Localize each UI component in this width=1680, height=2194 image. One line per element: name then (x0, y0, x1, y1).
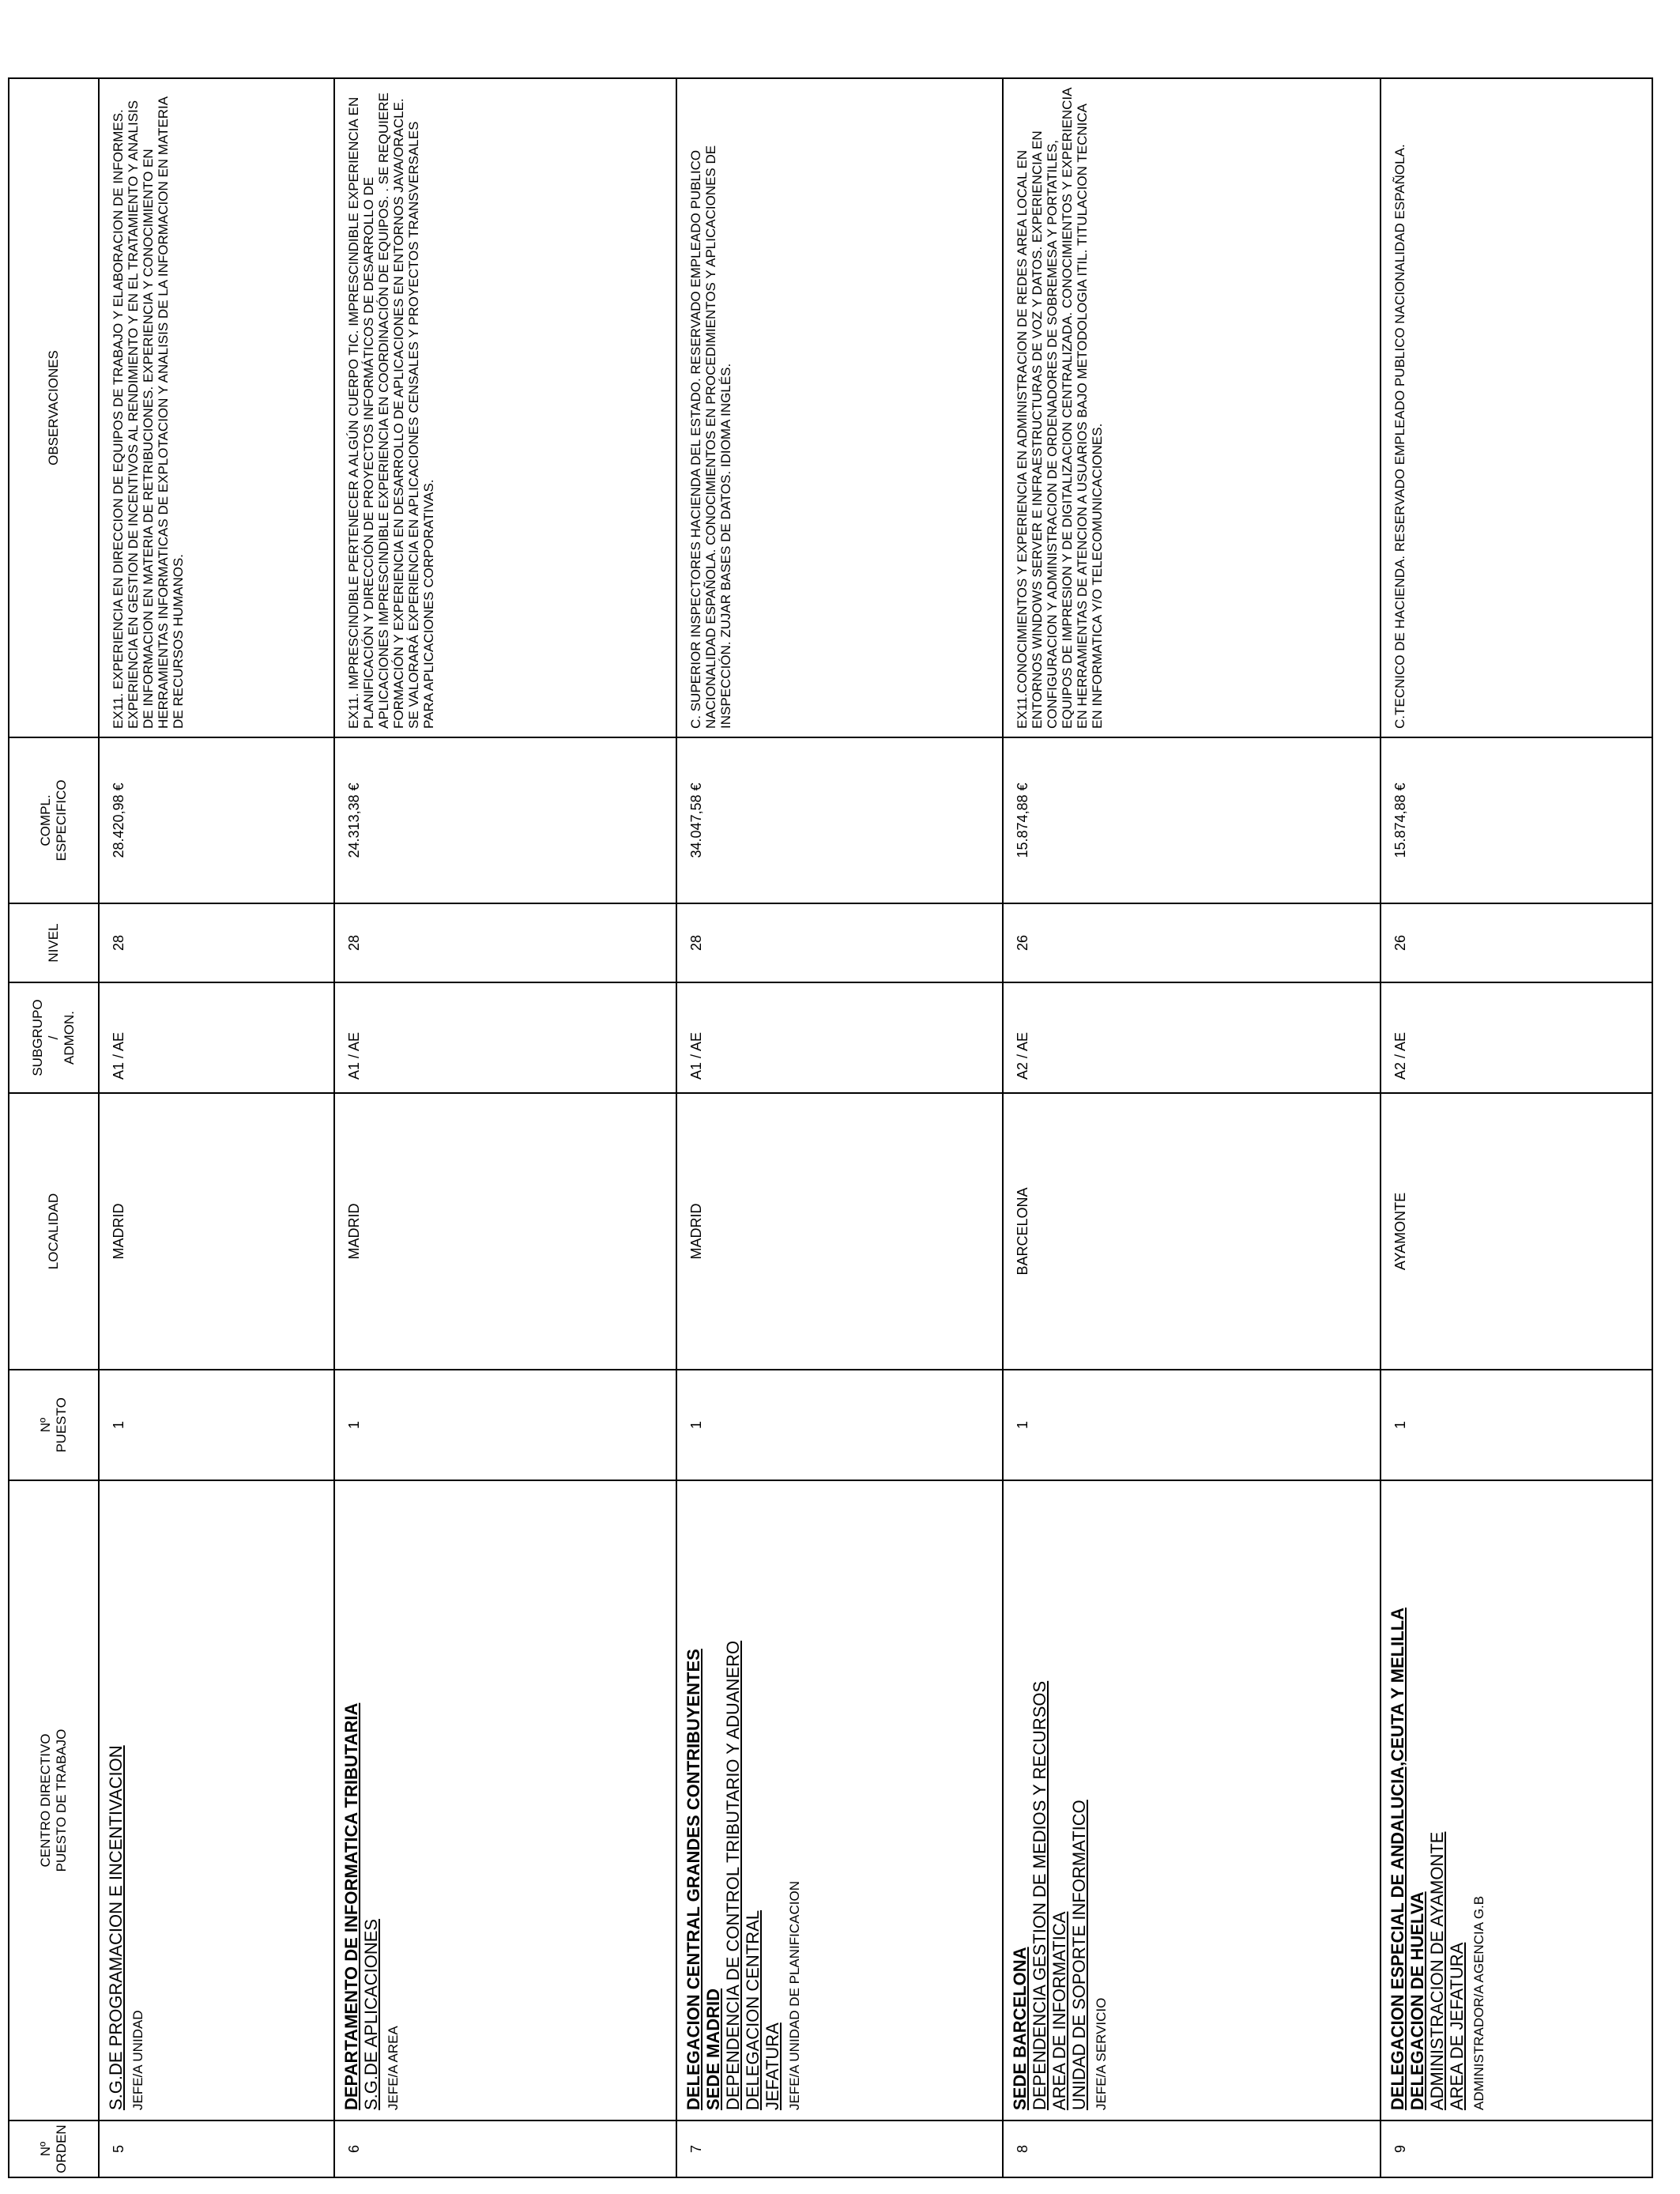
puesto-de-trabajo: JEFE/A UNIDAD DE PLANIFICACION (786, 1881, 802, 2110)
header-subgrupo-line2: / (46, 1035, 61, 1040)
localidad-cell: AYAMONTE (1381, 1093, 1652, 1370)
unit-heading: AREA DE JEFATURA (1446, 1942, 1467, 2110)
header-centro (9, 1480, 99, 2120)
table-body (99, 78, 1652, 2177)
header-orden-line2: ORDEN (54, 2124, 69, 2173)
header-compl-line2: ESPECIFICO (54, 779, 69, 861)
unit-heading: S.G.DE PROGRAMACION E INCENTIVACION (106, 1745, 126, 2110)
table-row (99, 78, 334, 2177)
section-heading: SEDE MADRID (703, 1988, 723, 2110)
header-npuesto (9, 1370, 99, 1480)
unit-heading: JEFATURA (762, 2022, 782, 2110)
table-row (1381, 78, 1652, 2177)
unit-heading: AREA DE INFORMATICA (1049, 1911, 1070, 2110)
localidad-cell: BARCELONA (1003, 1093, 1381, 1370)
numero-puesto-cell: 1 (334, 1370, 676, 1480)
table-row (676, 78, 1003, 2177)
orden-cell: 5 (99, 2120, 334, 2177)
section-heading: DELEGACION DE HUELVA (1407, 1891, 1427, 2110)
header-compl (9, 737, 99, 903)
puesto-de-trabajo: ADMINISTRADOR/A AGENCIA G.B (1471, 1895, 1486, 2110)
numero-puesto-cell: 1 (1381, 1370, 1652, 1480)
header-centro-line1: CENTRO DIRECTIVO (38, 1733, 53, 1868)
centro-directivo-cell (99, 1480, 334, 2120)
centro-directivo-cell (1381, 1480, 1652, 2120)
numero-puesto-cell: 1 (1003, 1370, 1381, 1480)
header-subgrupo-line3: ADMON. (62, 1011, 77, 1065)
header-npuesto-line1: Nº (38, 1417, 53, 1433)
job-positions-table (8, 77, 1653, 2178)
orden-cell: 9 (1381, 2120, 1652, 2177)
centro-directivo-cell (676, 1480, 1003, 2120)
centro-directivo-cell (1003, 1480, 1381, 2120)
header-observaciones: OBSERVACIONES (9, 78, 99, 737)
nivel-cell: 26 (1381, 903, 1652, 982)
table-row (1003, 78, 1381, 2177)
header-subgrupo-line1: SUBGRUPO (30, 999, 45, 1076)
puesto-de-trabajo: JEFE/A SERVICIO (1094, 1997, 1109, 2110)
table-header (9, 78, 99, 2177)
section-heading: DELEGACION ESPECIAL DE ANDALUCIA,CEUTA Y MELILLA (1387, 1607, 1407, 2110)
section-heading: SEDE BARCELONA (1010, 1947, 1030, 2110)
unit-heading: DELEGACION CENTRAL (742, 1909, 763, 2110)
section-heading: DEPARTAMENTO DE INFORMATICA TRIBUTARIA (341, 1702, 361, 2110)
subgrupo-cell: A2 / AE (1381, 982, 1652, 1093)
unit-heading: UNIDAD DE SOPORTE INFORMATICO (1069, 1800, 1090, 2110)
header-subgrupo (9, 982, 99, 1093)
observaciones-cell: EX11.CONOCIMIENTOS Y EXPERIENCIA EN ADMINISTRACION DE REDES AREA LOCAL EN ENTORNOS WINDOWS SERVER E INFRAESTRUCTURAS DE VOZ Y DATOS. EXPERIENCIA EN CONFIGURACION Y ADMINISTRACION DE ORDENADORES DE SOBREMESA Y PORTATILES, EQUIPOS DE IMPRESION Y DE DIGITALIZACION CENTRALIZADA. CONOCIMIENTOS Y EXPERIENCIA EN HERRAMIENTAS DE ATENCION A USUARIOS BAJO METODOLOGIA ITIL. TITULACION TECNICA EN INFORMATICA Y/O TELECOMUNICACIONES. (1003, 78, 1381, 737)
numero-puesto-cell: 1 (676, 1370, 1003, 1480)
subgrupo-cell: A1 / AE (334, 982, 676, 1093)
puesto-de-trabajo: JEFE/A UNIDAD (130, 2010, 145, 2110)
nivel-cell: 28 (99, 903, 334, 982)
observaciones-cell: C. SUPERIOR INSPECTORES HACIENDA DEL ESTADO. RESERVADO EMPLEADO PUBLICO NACIONALIDAD ESPAÑOLA. CONOCIMIENTOS EN PROCEDIMIENTOS Y APLICACIONES DE INSPECCIÓN. ZUJAR BASES DE DATOS. IDIOMA INGLÉS. (676, 78, 1003, 737)
nivel-cell: 28 (676, 903, 1003, 982)
complemento-especifico-cell: 15.874,88 € (1381, 737, 1652, 903)
observaciones-cell: C.TECNICO DE HACIENDA. RESERVADO EMPLEADO PUBLICO NACIONALIDAD ESPAÑOLA. (1381, 78, 1652, 737)
nivel-cell: 28 (334, 903, 676, 982)
orden-cell: 7 (676, 2120, 1003, 2177)
unit-heading: S.G.DE APLICACIONES (360, 1918, 381, 2110)
subgrupo-cell: A2 / AE (1003, 982, 1381, 1093)
complemento-especifico-cell: 28.420,98 € (99, 737, 334, 903)
puesto-de-trabajo: JEFE/A AREA (385, 2026, 401, 2110)
unit-heading: DEPENDENCIA GESTION DE MEDIOS Y RECURSOS (1030, 1680, 1050, 2110)
observaciones-cell: EX11. EXPERIENCIA EN DIRECCION DE EQUIPOS DE TRABAJO Y ELABORACION DE INFORMES. EXPERIENCIA EN GESTION DE INCENTIVOS AL RENDIMIENTO Y EN EL TRATAMIENTO Y ANALISIS DE INFORMACION EN MATERIA DE RETRIBUCIONES. EXPERIENCIA Y CONOCIMIENTO EN HERRAMIENTAS INFORMATICAS DE EXPLOTACION Y ANALISIS DE LA INFORMACION EN MATERIA DE RECURSOS HUMANOS. (99, 78, 334, 737)
subgrupo-cell: A1 / AE (99, 982, 334, 1093)
orden-cell: 6 (334, 2120, 676, 2177)
nivel-cell: 26 (1003, 903, 1381, 982)
header-compl-line1: COMPL. (38, 794, 53, 846)
localidad-cell: MADRID (99, 1093, 334, 1370)
header-centro-line2: PUESTO DE TRABAJO (54, 1728, 69, 1872)
complemento-especifico-cell: 24.313,38 € (334, 737, 676, 903)
complemento-especifico-cell: 34.047,58 € (676, 737, 1003, 903)
complemento-especifico-cell: 15.874,88 € (1003, 737, 1381, 903)
header-nivel: NIVEL (9, 903, 99, 982)
observaciones-cell: EX11. IMPRESCINDIBLE PERTENECER A ALGÚN CUERPO TIC. IMPRESCINDIBLE EXPERIENCIA EN PLANIFICACIÓN Y DIRECCIÓN DE PROYECTOS INFORMÁTICOS DE DESARROLLO DE APLICACIONES IMPRESCINDIBLE EXPERIENCIA EN COORDINACIÓN DE EQUIPOS. . SE REQUIERE FORMACIÓN Y EXPERIENCIA EN DESARROLLO DE APLICACIONES EN ENTORNOS JAVA/ORACLE. SE VALORARÁ EXPERIENCIA EN APLICACIONES CENSALES Y PROYECTOS TRANSVERSALES PARA APLICACIONES CORPORATIVAS. (334, 78, 676, 737)
section-heading: DELEGACION CENTRAL GRANDES CONTRIBUYENTES (683, 1649, 703, 2110)
header-localidad: LOCALIDAD (9, 1093, 99, 1370)
unit-heading: ADMINISTRACION DE AYAMONTE (1426, 1831, 1447, 2110)
table-row (334, 78, 676, 2177)
header-orden (9, 2120, 99, 2177)
centro-directivo-cell (334, 1480, 676, 2120)
localidad-cell: MADRID (676, 1093, 1003, 1370)
numero-puesto-cell: 1 (99, 1370, 334, 1480)
header-npuesto-line2: PUESTO (54, 1397, 69, 1453)
localidad-cell: MADRID (334, 1093, 676, 1370)
header-orden-line1: Nº (38, 2141, 53, 2157)
subgrupo-cell: A1 / AE (676, 982, 1003, 1093)
orden-cell: 8 (1003, 2120, 1381, 2177)
unit-heading: DEPENDENCIA DE CONTROL TRIBUTARIO Y ADUANERO (722, 1640, 743, 2110)
